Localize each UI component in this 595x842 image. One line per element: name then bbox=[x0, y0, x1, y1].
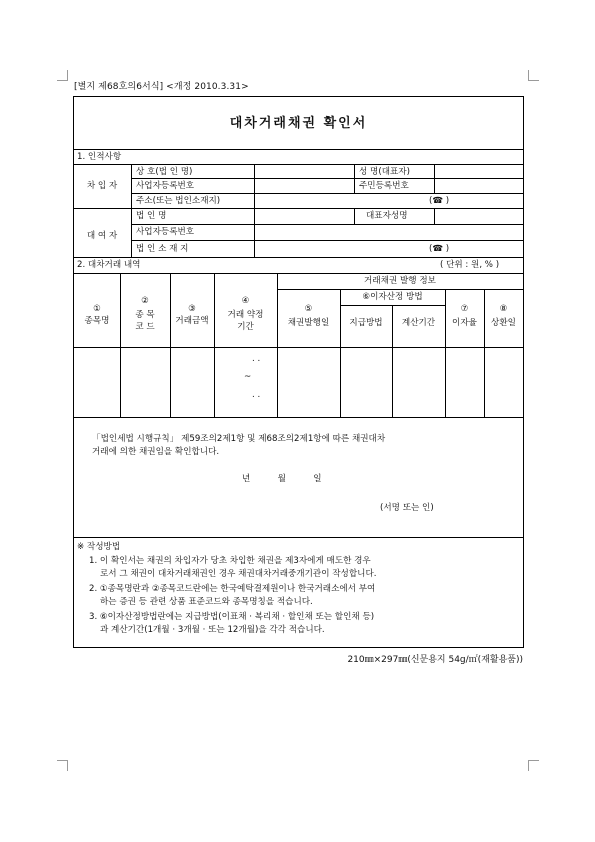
borrower-business-reg-label: 사업자등록번호 bbox=[136, 181, 195, 191]
interest-method-header: ⑥이자산정 방법 bbox=[362, 292, 423, 302]
lender-corp-name-label: 법 인 명 bbox=[136, 211, 167, 221]
lender-label: 대 여 자 bbox=[86, 231, 118, 241]
unit-note: ( 단위 : 원, % ) bbox=[440, 260, 500, 270]
confirmation-date: 년 월 일 bbox=[242, 474, 322, 484]
form-title: 대차거래채권 확인서 bbox=[229, 116, 368, 131]
col-num-1: ① bbox=[93, 304, 101, 314]
col-num-2: ② bbox=[141, 296, 149, 306]
confirmation-line-2: 거래에 의한 채권임을 확인합니다. bbox=[92, 447, 220, 457]
borrower-address-label: 주소(또는 법인소재지) bbox=[136, 196, 221, 206]
col-num-7: ⑦ bbox=[460, 304, 469, 314]
crop-mark bbox=[528, 760, 529, 771]
borrower-phone: (☎ ) bbox=[429, 196, 450, 206]
crop-mark bbox=[528, 70, 529, 81]
crop-mark bbox=[67, 70, 68, 81]
col-calc-period: 계산기간 bbox=[401, 318, 436, 328]
instruction-line: 2. ①종목명란과 ②종목코드란에는 한국예탁결제원이나 한국거래소에서 부여 bbox=[89, 584, 376, 594]
instructions-heading: ※ 작성방법 bbox=[77, 542, 121, 552]
borrower-label: 차 입 자 bbox=[86, 181, 118, 191]
crop-mark bbox=[528, 80, 539, 81]
section1-heading: 1. 인적사항 bbox=[77, 152, 122, 162]
form-reference: [별지 제68호의6서식] <개정 2010.3.31> bbox=[74, 82, 249, 92]
borrower-resident-reg-label: 주민등록번호 bbox=[359, 181, 409, 191]
col-item-code: 종 목 코 드 bbox=[135, 310, 155, 332]
paper-spec-footer: 210㎜×297㎜(신문용지 54g/㎡(재활용품)) bbox=[347, 655, 523, 665]
col-interest-rate: 이자율 bbox=[452, 318, 477, 328]
confirmation-form bbox=[73, 96, 524, 648]
col-payment-method: 지급방법 bbox=[349, 318, 383, 328]
crop-mark bbox=[528, 760, 539, 761]
lender-phone: (☎ ) bbox=[429, 244, 450, 254]
section2-heading: 2. 대차거래 내역 bbox=[77, 260, 141, 270]
col-issue-date: 채권발행일 bbox=[287, 318, 330, 328]
instruction-line: 과 계산기간(1개월 · 3개월 · 또는 12개월)을 각각 적습니다. bbox=[100, 625, 325, 635]
instruction-line: 3. ⑥이자산정방법란에는 지급방법(이표채 · 복리채 · 할인채 또는 할인채 등) bbox=[89, 612, 375, 622]
col-trade-period: 거래 약정 기간 bbox=[227, 310, 264, 332]
col-repayment-date: 상환일 bbox=[491, 318, 516, 328]
instruction-line: 1. 이 확인서는 채권의 차입자가 당초 차입한 채권을 제3자에게 매도한 경우 bbox=[89, 556, 371, 566]
signature-label: (서명 또는 인) bbox=[380, 503, 434, 513]
crop-mark bbox=[67, 760, 68, 771]
col-num-8: ⑧ bbox=[499, 304, 508, 314]
col-num-5: ⑤ bbox=[304, 304, 313, 314]
lender-representative-label: 대표자성명 bbox=[366, 211, 408, 221]
col-num-4: ④ bbox=[241, 296, 250, 306]
col-trade-amount: 거래금액 bbox=[175, 316, 209, 326]
lender-address-label: 법 인 소 재 지 bbox=[136, 244, 189, 254]
instruction-line: 로서 그 채권이 대차거래채권인 경우 채권대차거래중개기관이 작성합니다. bbox=[100, 569, 377, 579]
col-item-name: 종목명 bbox=[84, 316, 110, 326]
period-tilde: ~ bbox=[244, 372, 252, 382]
col-num-3: ③ bbox=[188, 304, 196, 314]
lender-business-reg-label: 사업자등록번호 bbox=[136, 227, 195, 237]
borrower-trade-name-label: 상 호(법 인 명) bbox=[136, 167, 193, 177]
confirmation-line-1: 「법인세법 시행규칙」 제59조의2제1항 및 제68조의2제1항에 따른 채권대차 bbox=[92, 434, 386, 444]
issuance-info-header: 거래채권 발행 정보 bbox=[364, 276, 436, 286]
instruction-line: 하는 증권 등 관련 상품 표준코드와 종목명칭을 적습니다. bbox=[100, 597, 313, 607]
borrower-representative-label: 성 명(대표자) bbox=[359, 167, 410, 177]
period-end-dots: . . bbox=[252, 390, 261, 400]
period-start-dots: . . bbox=[252, 354, 261, 364]
